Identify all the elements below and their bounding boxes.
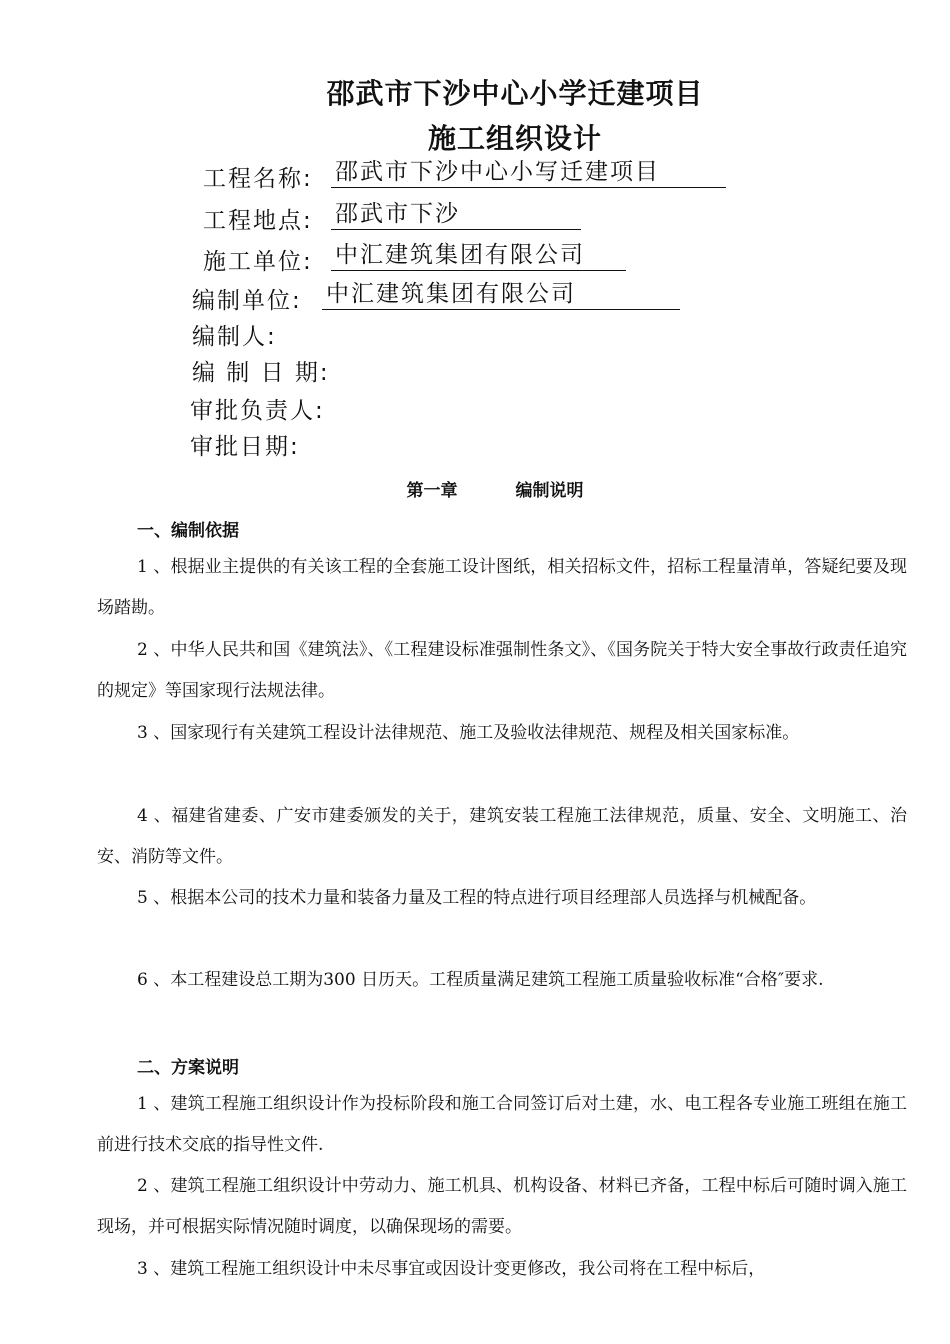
paragraph: 5 、根据本公司的技术力量和装备力量及工程的特点进行项目经理部人员选择与机械配备。 xyxy=(137,888,817,908)
paragraph: 3 、建筑工程施工组织设计中未尽事宜或因设计变更修改，我公司将在工程中标后， xyxy=(137,1259,766,1279)
section-heading: 二、方案说明 xyxy=(137,1058,239,1078)
approver-label: 审批负责人: xyxy=(190,398,325,424)
paragraph: 2 、建筑工程施工组织设计中劳动力、施工机具、机构设备、材料已齐备，工程中标后可随时调入施工现场，并可根据实际情况随时调度，以确保现场的需要。 xyxy=(97,1176,907,1237)
paragraph: 3 、国家现行有关建筑工程设计法律规范、施工及验收法律规范、规程及相关国家标准。 xyxy=(137,723,800,743)
paragraph: 2 、中华人民共和国《建筑法》、《工程建设标准强制性条文》、《国务院关于特大安全事故行政责任追究的规定》等国家现行法规法律。 xyxy=(97,640,907,701)
paragraph: 1 、建筑工程施工组织设计作为投标阶段和施工合同签订后对土建，水、电工程各专业施工班组在施工前进行技术交底的指导性文件. xyxy=(97,1094,907,1155)
paragraph: 1 、根据业主提供的有关该工程的全套施工设计图纸，相关招标文件，招标工程量清单，答疑纪要及现场踏勘。 xyxy=(97,557,907,618)
compiler-unit-value: 中汇建筑集团有限公司 xyxy=(322,280,680,310)
compiler-unit-label: 编制单位: xyxy=(192,288,302,314)
paragraph: 6 、本工程建设总工期为300 日历天。工程质量满足建筑工程施工质量验收标准“合格″要求. xyxy=(137,970,824,990)
chapter-number: 第一章 xyxy=(406,481,458,501)
document-subtitle: 施工组织设计 xyxy=(427,122,602,155)
compile-date-label: 编 制 日 期: xyxy=(192,360,330,386)
contractor-value: 中汇建筑集团有限公司 xyxy=(331,241,626,271)
chapter-heading xyxy=(0,476,950,501)
paragraph: 4 、福建省建委、广安市建委颁发的关于，建筑安装工程施工法律规范，质量、安全、文明施工、治安、消防等文件。 xyxy=(97,806,907,867)
project-name-label: 工程名称: xyxy=(203,166,313,192)
contractor-label: 施工单位: xyxy=(203,249,313,275)
location-label: 工程地点: xyxy=(203,208,313,234)
compiler-label: 编制人: xyxy=(192,324,277,350)
section-heading: 一、编制依据 xyxy=(137,521,239,541)
document-title: 邵武市下沙中心小学迁建项目 xyxy=(326,77,704,110)
approve-date-label: 审批日期: xyxy=(190,434,300,460)
project-name-value: 邵武市下沙中心小写迁建项目 xyxy=(331,158,726,188)
location-value: 邵武市下沙 xyxy=(331,200,581,230)
chapter-title: 编制说明 xyxy=(515,481,584,501)
